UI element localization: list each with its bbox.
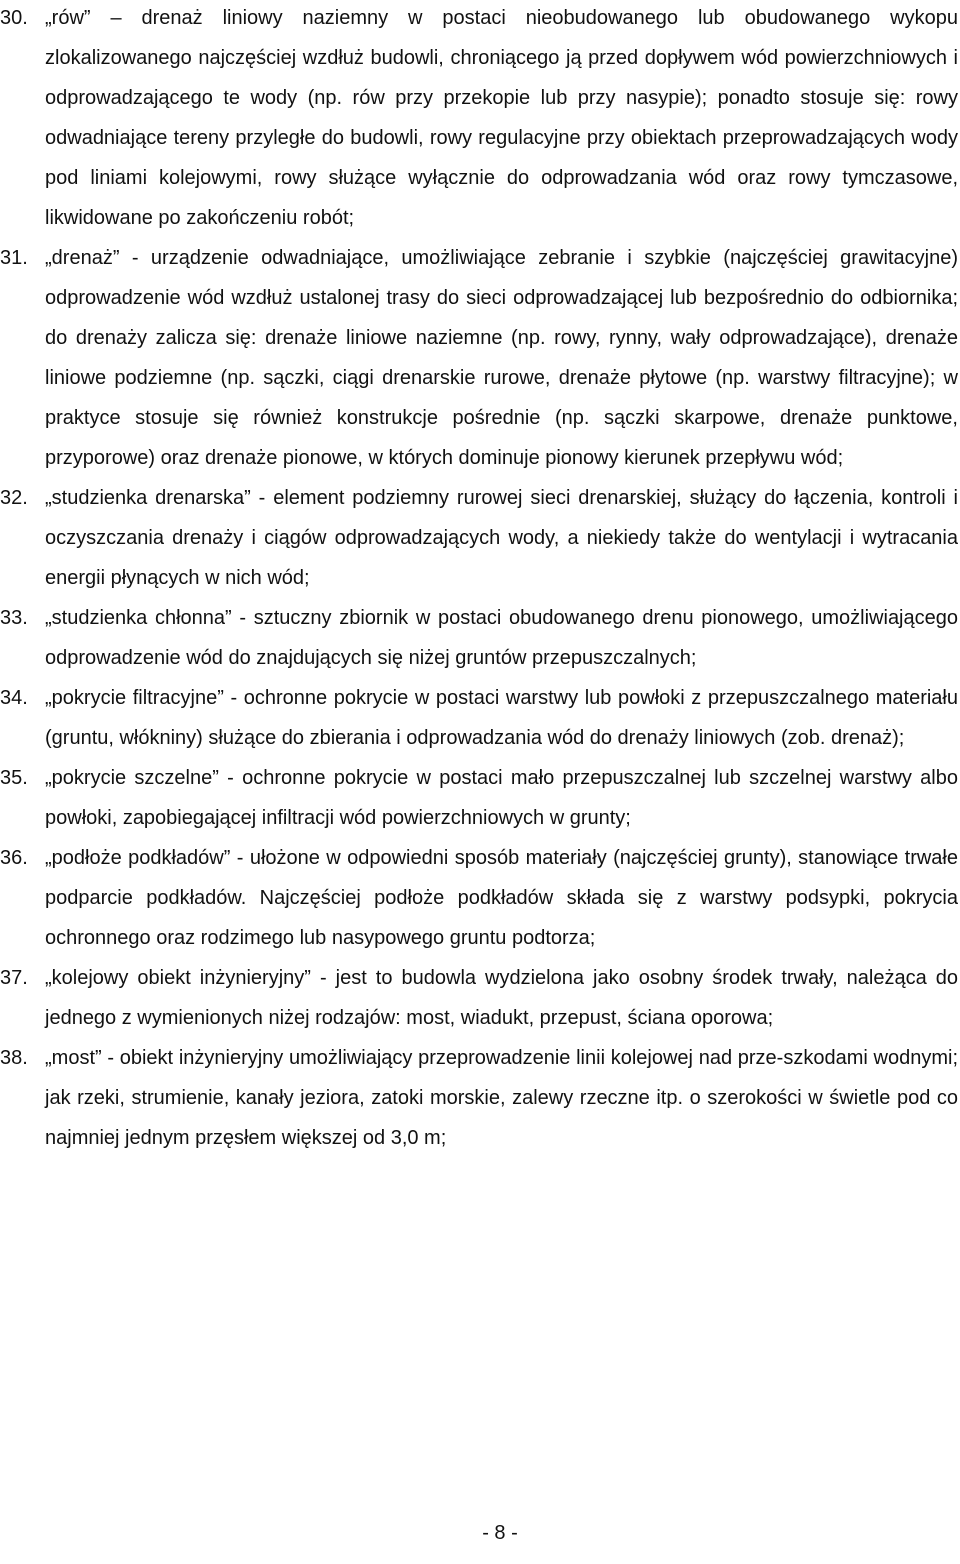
definition-item [0, 238, 958, 478]
definition-item [0, 598, 958, 678]
definition-item [0, 1038, 958, 1158]
definition-number: 37. [0, 967, 28, 989]
definition-text: „most” - obiekt inżynieryjny umożliwiający przeprowadzenie linii kolejowej nad prze-szkodami wodnymi; jak rzeki, strumienie, kanały jeziora, zatoki morskie, zalewy rzeczne itp. o szerokości w świetle pod co najmniej jednym przęsłem większej od 3,0 m; [45, 1047, 958, 1149]
definition-number: 36. [0, 847, 28, 869]
definition-text: „pokrycie szczelne” - ochronne pokrycie w postaci mało przepuszczalnej lub szczelnej warstwy albo powłoki, zapobiegającej infiltracji wód powierzchniowych w grunty; [45, 767, 958, 829]
definition-item [0, 838, 958, 958]
definition-number: 35. [0, 767, 28, 789]
definition-text: „kolejowy obiekt inżynieryjny” - jest to budowla wydzielona jako osobny środek trwały, należąca do jednego z wymienionych niżej rodzajów: most, wiadukt, przepust, ściana oporowa; [45, 967, 958, 1029]
definition-number: 38. [0, 1047, 28, 1069]
definition-number: 34. [0, 687, 28, 709]
definition-item [0, 758, 958, 838]
definition-item [0, 0, 958, 238]
definition-text: „podłoże podkładów” - ułożone w odpowiedni sposób materiały (najczęściej grunty), stanowiące trwałe podparcie podkładów. Najczęściej podłoże podkładów składa się z warstwy podsypki, pokrycia ochronnego oraz rodzimego lub nasypowego gruntu podtorza; [45, 847, 958, 949]
definition-number: 31. [0, 247, 28, 269]
definition-item [0, 958, 958, 1038]
page-number: - 8 - [482, 1522, 518, 1544]
definition-number: 33. [0, 607, 28, 629]
definition-text: „rów” – drenaż liniowy naziemny w postaci nieobudowanego lub obudowanego wykopu zlokalizowanego najczęściej wzdłuż budowli, chroniącego ją przed dopływem wód powierzchniowych i odprowadzającego te wody (np. rów przy przekopie lub przy nasypie); ponadto stosuje się: rowy odwadniające tereny przyległe do budowli, rowy regulacyjne przy obiektach przeprowadzających wody pod liniami kolejowymi, rowy służące wyłącznie do odprowadzania wód oraz rowy tymczasowe, likwidowane po zakończeniu robót; [45, 7, 958, 229]
definition-item [0, 678, 958, 758]
definition-number: 30. [0, 7, 28, 29]
definition-text: „studzienka drenarska” - element podziemny rurowej sieci drenarskiej, służący do łączenia, kontroli i oczyszczania drenaży i ciągów odprowadzających wody, a niekiedy także do wentylacji i wytracania energii płynących w nich wód; [45, 487, 958, 589]
definition-number: 32. [0, 487, 28, 509]
definition-text: „studzienka chłonna” - sztuczny zbiornik w postaci obudowanego drenu pionowego, umożliwiającego odprowadzenie wód do znajdujących się niżej gruntów przepuszczalnych; [45, 607, 958, 669]
definition-text: „drenaż” - urządzenie odwadniające, umożliwiające zebranie i szybkie (najczęściej grawitacyjne) odprowadzenie wód wzdłuż ustalonej trasy do sieci odprowadzającej lub bezpośrednio do odbiornika; do drenaży zalicza się: drenaże liniowe naziemne (np. rowy, rynny, wały odprowadzające), drenaże liniowe podziemne (np. sączki, ciągi drenarskie rurowe, drenaże płytowe (np. warstwy filtracyjne); w praktyce stosuje się również konstrukcje pośrednie (np. sączki skarpowe, drenaże punktowe, przyporowe) oraz drenaże pionowe, w których dominuje pionowy kierunek przepływu wód; [45, 247, 958, 469]
definition-text: „pokrycie filtracyjne” - ochronne pokrycie w postaci warstwy lub powłoki z przepuszczalnego materiału (gruntu, włókniny) służące do zbierania i odprowadzania wód do drenaży liniowych (zob. drenaż); [45, 687, 958, 749]
definition-item [0, 478, 958, 598]
